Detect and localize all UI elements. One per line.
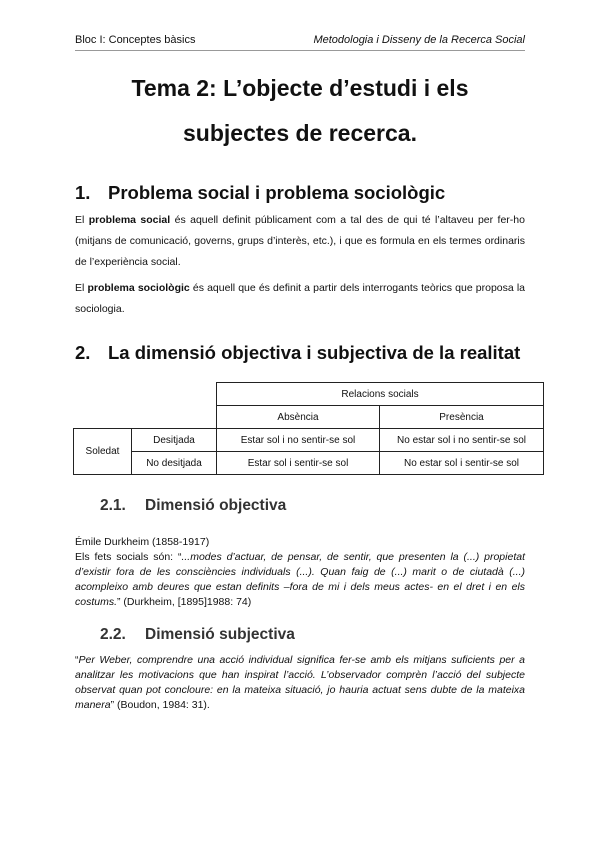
section1-title: Problema social i problema sociològic <box>108 182 446 203</box>
weber-open-quote: “ <box>75 654 79 666</box>
durkheim-quote-paragraph <box>75 550 525 610</box>
table-cell: Estar sol i sentir-se sol <box>217 452 380 475</box>
table-row <box>74 452 544 475</box>
p1-term: problema social <box>88 214 171 226</box>
section2-heading <box>75 342 520 364</box>
weber-quote: Per Weber, comprendre una acció individual significa fer-se amb els mitjans suficients per a analitzar les motivacions que han inspirat l’acció. L’observador comprèn l’acció del subjecte observat quan pot concloure: en la mateixa situació, jo hauria actuat sens dubte de la mateixa manera <box>75 654 525 711</box>
header-left: Bloc I: Conceptes bàsics <box>75 34 196 46</box>
durkheim-quote: ...modes d’actuar, de pensar, de sentir, que presenten la (...) propietat d’existir fora de les consciències individuals (...). Quan faig de (...) marit o de ciutadà (...) acompleixo amb deures que estan definits –fora de mi i dels meus actes- en el dret i en els costums. <box>75 551 525 608</box>
table-row-label: No desitjada <box>132 452 217 475</box>
page-header <box>75 34 525 51</box>
section21-heading <box>100 497 286 515</box>
document-title-line1: Tema 2: L’objecte d’estudi i els <box>131 75 469 101</box>
table-empty-corner <box>74 383 217 406</box>
table-cell: No estar sol i sentir-se sol <box>380 452 544 475</box>
table-group-header: Relacions socials <box>217 383 544 406</box>
section2-title: La dimensió objectiva i subjectiva de la realitat <box>108 342 521 363</box>
section1-number: 1. <box>75 182 91 203</box>
table-empty-corner <box>74 406 217 429</box>
section1-paragraph1 <box>75 210 525 273</box>
social-relations-table <box>73 382 544 475</box>
table-cell: Estar sol i no sentir-se sol <box>217 429 380 452</box>
header-right: Metodologia i Disseny de la Recerca Social <box>313 34 525 46</box>
p1-before: El <box>75 214 89 226</box>
weber-citation: ” (Boudon, 1984: 31). <box>110 699 210 711</box>
p2-before: El <box>75 282 88 294</box>
durkheim-citation: ” (Durkheim, [1895]1988: 74) <box>117 596 252 608</box>
table-col-header-presence: Presència <box>380 406 544 429</box>
durkheim-intro: Els fets socials són: “ <box>75 551 182 563</box>
section22-number: 2.2. <box>100 626 126 643</box>
durkheim-author: Émile Durkheim (1858-1917) <box>75 536 210 548</box>
table-row-label: Desitjada <box>132 429 217 452</box>
section21-title: Dimensió objectiva <box>145 497 287 514</box>
p2-term: problema sociològic <box>87 282 190 294</box>
p2-after: és aquell que és definit a partir dels interrogants teòrics que proposa la sociologia. <box>75 282 525 315</box>
section2-number: 2. <box>75 342 91 363</box>
section22-title: Dimensió subjectiva <box>145 626 295 643</box>
section1-paragraph2 <box>75 278 525 320</box>
table-col-header-absence: Absència <box>217 406 380 429</box>
table-cell: No estar sol i no sentir-se sol <box>380 429 544 452</box>
section22-heading <box>100 626 295 644</box>
section1-heading <box>75 182 445 204</box>
table-row-group-header: Soledat <box>74 429 132 475</box>
document-title-line2: subjectes de recerca. <box>183 120 417 146</box>
weber-quote-paragraph <box>75 653 525 713</box>
table-row <box>74 429 544 452</box>
p1-after: és aquell definit públicament com a tal des de qui té l’altaveu per fer-ho (mitjans de comunicació, governs, grups d’interès, etc.), i que es formula en els termes ordinaris de l’experiència social. <box>75 214 525 268</box>
section21-number: 2.1. <box>100 497 126 514</box>
